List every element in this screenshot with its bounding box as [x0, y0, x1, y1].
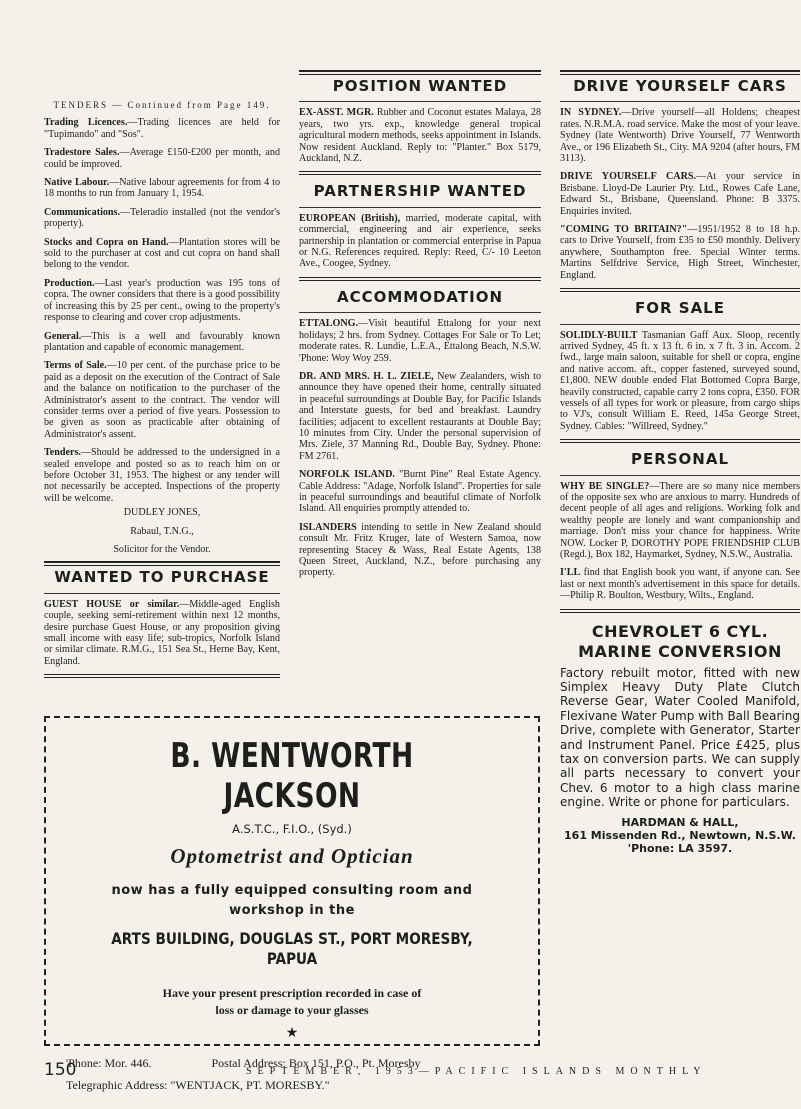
star-icon: ★: [285, 1026, 299, 1041]
tender-paragraph: Terms of Sale.—10 per cent. of the purchase price to be paid as a deposit on the execution of the Contract of Sale and the balance on notification to the purchaser of the Administrator's assent to the contract. The vendor will consider terms over a period of five years. Possession to be given as soon as practicable after obtaining of Administrator's assent.: [44, 360, 280, 440]
accommodation-ad: ISLANDERS intending to settle in New Zealand should consult Mr. Fritz Kruger, late of Western Samoa, now representing Stacey & Wass, Real Estate Agents, 138 Queen Street, Auckland, N.Z., before purchasing any property.: [299, 521, 541, 579]
tender-paragraph: Production.—Last year's production was 195 tons of copra. The owner considers that there is a good possibility of increasing this by 25 per cent., owing to the property's response to clearing and cover crop adjustments.: [44, 277, 280, 324]
tender-paragraph: Tradestore Sales.—Average £150-£200 per month, and could be improved.: [44, 147, 280, 170]
tender-paragraph: Stocks and Copra on Hand.—Plantation stores will be sold to the purchaser at cost and cut copra on hand shall belong to the vendor.: [44, 236, 281, 271]
ad-name: B. WENTWORTH JACKSON: [170, 736, 414, 816]
personal-heading: PERSONAL: [630, 450, 730, 469]
page-number: 150: [44, 1060, 77, 1080]
drive-yourself-ad: DRIVE YOURSELF CARS.—At your service in Brisbane. Lloyd-De Laurier Pty. Ltd., Rowes Cafe Lane, Edward St., Brisbane, Queensland. Phone: B 3375. Enquiries invited.: [560, 171, 800, 217]
signature-role: Solicitor for the Vendor.: [113, 544, 211, 555]
ex-asst-mgr-ad: EX-ASST. MGR. Rubber and Coconut estates Malaya, 28 years, two yrs. exp., knowledge general tropical agricultural modern methods, seeks appointment in Islands. Now resident Auckland. Reply to: "Planter." Box 5179, Auckland, N.Z.: [299, 107, 541, 165]
section-rule: [299, 101, 541, 102]
ad-announcement: now has a fully equipped consulting room and workshop in the: [111, 883, 473, 918]
tender-paragraph: Communications.—Teleradio installed (not the vendor's property).: [44, 206, 280, 230]
section-rule: [44, 593, 280, 594]
ad-prescription: Have your present prescription recorded in case of loss or damage to your glasses: [162, 986, 422, 1017]
section-rule: [299, 312, 541, 313]
accommodation-ad: ETTALONG.—Visit beautiful Ettalong for your next holidays; 2 hrs. from Sydney. Cottages For Sale or To Let; moderate rates. R. Lundie, L.E.A., Ettalong Beach, N.S.W. 'Phone: Woy Woy 259.: [299, 318, 541, 364]
section-rule: [560, 475, 800, 476]
drive-yourself-ad: IN SYDNEY.—Drive yourself—all Holdens; cheapest rates. N.R.M.A. road service. Make the most of your leave. Sydney (late Wentworth) Drive Yourself, 77 Wentworth Ave., or 196 Elizabeth St., City. MA 9204 (after hours, FM 3113).: [560, 107, 800, 165]
tenders-paragraphs: [44, 117, 280, 504]
section-rule: [560, 609, 800, 613]
personal-ad: WHY BE SINGLE?—There are so many nice members of the opposite sex who are anxious to marry. Hundreds of decent people of all ages and religions. Working folk and wealthy people are lonely and want companionship and marriage. Don't miss your chance for happiness. Write NOW. Locker P, DOROTHY POPE FRIENDSHIP CLUB (Regd.), Box 182, Haymarket, Sydney, N.S.W., Australia.: [560, 480, 800, 560]
for-sale-heading: FOR SALE: [635, 299, 725, 318]
section-rule: [560, 101, 800, 102]
column-right: [560, 70, 800, 855]
european-ad: EUROPEAN (British), married, moderate capital, with commercial, engineering and air experience, seeks partnership in plantation or commercial enterprise in Papua or N.G. References required. Reply: Reed, C/- 10 Leeton Ave., Coogee, Sydney.: [299, 212, 541, 270]
accommodation-ad: DR. AND MRS. H. L. ZIELE, New Zealanders, wish to announce they have opened their home, centrally situated in peaceful surroundings at Double Bay, for Pacific Islands and Interstate guests, for bed and breakfast. Laundry facilities; adjacent to excellent restaurants at Double Bay; 10 minutes from City. Under the personal supervision of Mrs. Ziele, 37 Manning Rd., Double Bay, Sydney. Phone: FM 2761.: [299, 370, 541, 462]
chevrolet-heading: CHEVROLET 6 CYL. MARINE CONVERSION: [578, 621, 782, 661]
signature-name: DUDLEY JONES,: [123, 507, 201, 519]
signature-place: Rabaul, T.N.G.,: [130, 525, 194, 537]
chevrolet-signature-phone: 'Phone: LA 3597.: [627, 841, 733, 855]
section-rule: [560, 324, 800, 325]
section-rule: [560, 288, 800, 292]
accommodation-heading: ACCOMMODATION: [337, 287, 503, 306]
tender-paragraph: Trading Licences.—Trading licences are held for "Tupimando" and "Sos".: [44, 117, 280, 140]
personal-list: [560, 481, 800, 602]
section-rule: [560, 439, 800, 443]
ad-postal: Postal Address: Box 151, P.O., Pt. Moresby: [211, 1056, 421, 1070]
personal-ad: I'LL find that English book you want, if anyone can. See last or next month's advertisement in this space for details. —Philip R. Boulton, Westbury, Wilts., England.: [560, 567, 800, 602]
chevrolet-signature-name: HARDMAN & HALL,: [621, 815, 739, 829]
guest-house-ad: GUEST HOUSE or similar.—Middle-aged English couple, seeking semi-retirement within next 12 months, desire purchase Guest House, or any proposition giving small income with easy life; sub-tropics, Norfolk Island or similar climate. R.M.G., 151 Sea St., Herne Bay, Kent, England.: [44, 598, 280, 667]
accommodation-ad: NORFOLK ISLAND. "Burnt Pine" Real Estate Agency. Cable Address: "Adage, Norfolk Island". Properties for sale in peaceful surroundings and beautiful climate of Norfolk Island. All enquiries promptly attended to.: [299, 469, 541, 515]
section-rule: [44, 674, 280, 678]
chevrolet-signature-address: 161 Missenden Rd., Newtown, N.S.W.: [564, 828, 796, 842]
drive-yourself-heading: DRIVE YOURSELF CARS: [573, 77, 787, 95]
wanted-to-purchase-heading: WANTED TO PURCHASE: [54, 568, 270, 587]
page-footer: [44, 1060, 801, 1084]
ad-profession: Optometrist and Optician: [170, 844, 414, 868]
tender-paragraph: General.—This is a well and favourably known plantation and capable of economic management.: [44, 330, 280, 353]
publication-title: SEPTEMBER, 1953—PACIFIC ISLANDS MONTHLY: [246, 1066, 707, 1077]
solidly-built-ad: SOLIDLY-BUILT Tasmanian Gaff Aux. Sloop, recently arrived Sydney, 45 ft. x 13 ft. 6 in. x 7 ft. 3 in. Accom. 2 fwd., large main saloon, suitable for shell or copra, engine and native accom. aft., copper fastened, surveyed sound, £1,800. NEW double ended Flat Bottomed Copra Barge, heavily constructed, capable carry 2 tons copra, £350. FOR vessels of all types for work or pleasure, from cargo ships to VJ's, consult William E. Reed, 145a George Street, Sydney. Cables: "Willreed, Sydney.": [560, 329, 800, 432]
tenders-heading: TENDERS — Continued from Page 149.: [53, 100, 271, 110]
ad-phone: 'Phone: Mor. 446.: [66, 1056, 152, 1070]
section-rule: [299, 207, 541, 208]
section-rule: [299, 277, 541, 281]
column-middle: [299, 70, 541, 586]
position-wanted-heading: POSITION WANTED: [332, 77, 508, 95]
ad-qualifications: A.S.T.C., F.I.O., (Syd.): [232, 822, 352, 836]
tender-paragraph: Native Labour.—Native labour agreements for from 4 to 18 months to run from January 1, 1954.: [44, 177, 280, 200]
ad-address: ARTS BUILDING, DOUGLAS ST., PORT MORESBY, PAPUA: [111, 929, 473, 968]
drive-yourself-list: [560, 107, 800, 281]
section-rule: [299, 171, 541, 175]
ad-telegraphic: Telegraphic Address: "WENTJACK, PT. MORESBY.": [66, 1078, 330, 1092]
partnership-wanted-heading: PARTNERSHIP WANTED: [313, 182, 527, 201]
drive-yourself-ad: "COMING TO BRITAIN?"—1951/1952 8 to 18 h.p. cars to Drive Yourself, from £35 to £50 monthly. Delivery anywhere, Southampton free. Special Winter terms. Martins Selfdrive Service, High Street, Winchester, England.: [560, 224, 800, 281]
accommodation-list: [299, 318, 541, 579]
tender-paragraph: Tenders.—Should be addressed to the undersigned in a sealed envelope and posted so as to reach him on or before October 31, 1953. The highest or any tender will not necessarily be accepted. Inspections of the property will be welcome.: [44, 447, 280, 504]
column-tenders: [44, 100, 280, 683]
chevrolet-body: Factory rebuilt motor, fitted with new Simplex Heavy Duty Plate Clutch Reverse Gear, Water Cooled Manifold, Flexivane Water Pump with Ball Bearing Drive, complete with Generator, Starter and Instrument Panel. Price £425, plus tax on conversion parts. We can supply all parts necessary to convert your Chev. 6 motor to a high class marine engine. Write or phone for particulars.: [560, 665, 800, 810]
